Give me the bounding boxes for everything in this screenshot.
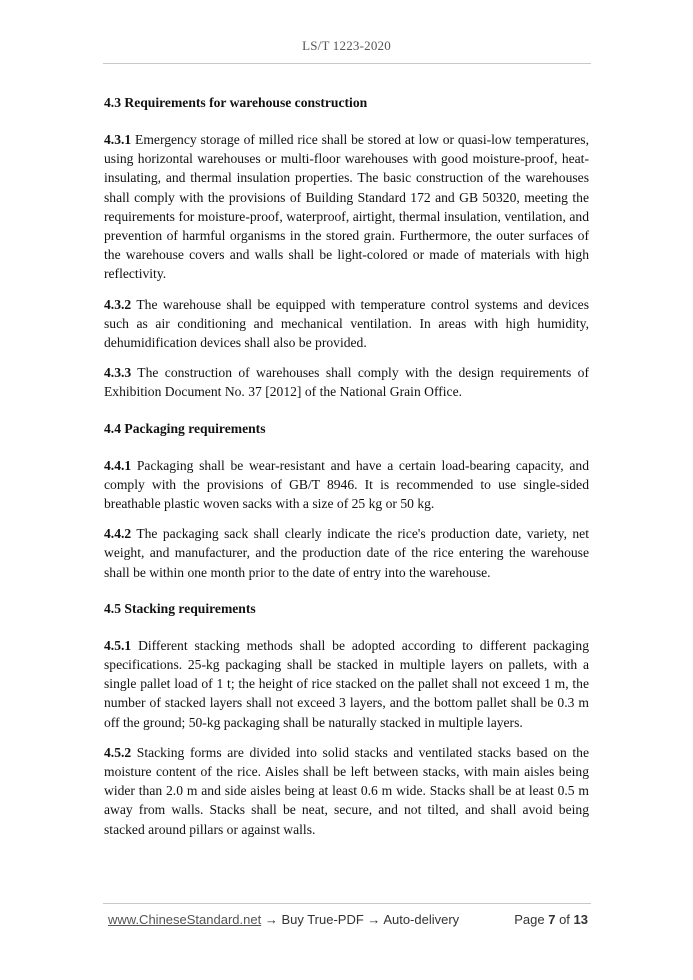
page-of-label: of bbox=[559, 912, 570, 927]
page-content bbox=[104, 93, 589, 850]
clause-4-5-2 bbox=[104, 743, 589, 839]
clause-4-3-3 bbox=[104, 363, 589, 401]
buy-pdf-link[interactable]: Buy True-PDF bbox=[281, 912, 364, 927]
clause-number: 4.4.2 bbox=[104, 526, 132, 542]
page-total: 13 bbox=[573, 912, 588, 927]
clause-text: The construction of warehouses shall comply with the design requirements of Exhibition Document No. 37 [2012] of the National Grain Office. bbox=[104, 365, 589, 400]
page-current: 7 bbox=[548, 912, 556, 927]
document-code-header: LS/T 1223-2020 bbox=[302, 38, 391, 53]
clause-number: 4.3.3 bbox=[104, 365, 132, 381]
clause-4-4-1 bbox=[104, 456, 589, 514]
clause-text: The packaging sack shall clearly indicate the rice's production date, variety, net weight, and manufacturer, and the production date of the rice entering the warehouse shall be within one month prior to the date of entry into the warehouse. bbox=[104, 526, 589, 580]
auto-delivery-text: Auto-delivery bbox=[383, 912, 460, 927]
section-heading-4-4: 4.4 Packaging requirements bbox=[104, 420, 266, 436]
clause-number: 4.5.1 bbox=[104, 637, 132, 653]
header-divider bbox=[103, 63, 591, 64]
clause-text: Emergency storage of milled rice shall be stored at low or quasi-low temperatures, using horizontal warehouses or multi-floor warehouses with good moisture-proof, heat-insulating, and thermal insulation properties. The basic construction of the warehouses shall comply with the provisions of Building Standard 172 and GB 50320, meeting the requirements for moisture-proof, waterproof, airtight, thermal insulation, ventilation, and prevention of harmful organisms in the stored grain. Furthermore, the outer surfaces of the warehouse covers and walls shall be light-colored or made of materials with high reflectivity. bbox=[104, 132, 589, 282]
clause-4-3-1 bbox=[104, 130, 589, 284]
page-label: Page bbox=[514, 912, 545, 927]
site-link[interactable]: www.ChineseStandard.net bbox=[108, 912, 262, 927]
section-heading-4-5: 4.5 Stacking requirements bbox=[104, 600, 256, 616]
clause-4-5-1 bbox=[104, 636, 589, 732]
section-heading-4-3: 4.3 Requirements for warehouse construction bbox=[104, 95, 368, 110]
arrow-right-icon: → bbox=[261, 912, 282, 927]
clause-text: The warehouse shall be equipped with temperature control systems and devices such as air conditioning and mechanical ventilation. In areas with high humidity, dehumidification devices shall also be provided. bbox=[104, 296, 589, 351]
clause-number: 4.4.1 bbox=[104, 457, 132, 473]
clause-text: Packaging shall be wear-resistant and have a certain load-bearing capacity, and comply with the provisions of GB/T 8946. It is recommended to use single-sided breathable plastic woven sacks with a size of 25 kg or 50 kg. bbox=[104, 457, 589, 512]
clause-number: 4.3.2 bbox=[104, 296, 132, 312]
clause-4-4-2 bbox=[104, 524, 589, 582]
clause-text: Stacking forms are divided into solid stacks and ventilated stacks based on the moisture content of the rice. Aisles shall be left between stacks, with main aisles being wider than 2.0 m and side aisles being at least 0.6 m wide. Stacks shall be at least 0.5 m away from walls. Stacks shall be neat, secure, and not tilted, and shall avoid being stacked around pillars or against walls. bbox=[104, 744, 589, 837]
footer-promo bbox=[108, 912, 459, 927]
clause-4-3-2 bbox=[104, 295, 589, 353]
clause-number: 4.3.1 bbox=[104, 132, 132, 147]
footer-divider bbox=[103, 903, 591, 904]
page-number bbox=[514, 912, 588, 927]
arrow-right-icon: → bbox=[363, 912, 384, 927]
clause-number: 4.5.2 bbox=[104, 744, 132, 760]
clause-text: Different stacking methods shall be adopted according to different packaging specifications. 25-kg packaging shall be stacked in multiple layers on pallets, with a single pallet load of 1 t; the height of rice stacked on the pallet shall not exceed 1 m, the number of stacked layers shall not exceed 3 layers, and the bottom pallet shall be 0.3 m off the ground; 50-kg packaging shall be naturally stacked in multiple layers. bbox=[104, 637, 589, 730]
